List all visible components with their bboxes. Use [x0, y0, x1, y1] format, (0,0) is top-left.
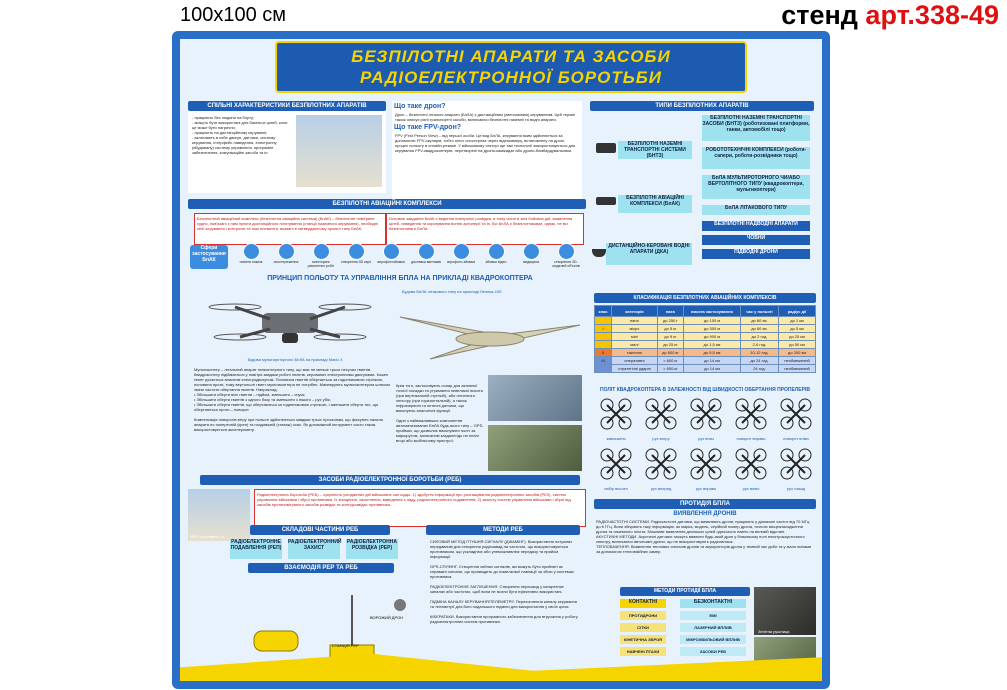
sphere-circle-icon — [313, 243, 330, 260]
quad-move-item — [684, 447, 728, 495]
sphere-label: медицина — [522, 260, 540, 264]
counter-item: ЕМІ — [680, 611, 746, 620]
table-cell: міні — [612, 333, 658, 341]
quad-move-label: рух вперед — [650, 486, 672, 491]
sphere-icon-item — [514, 243, 548, 264]
table-header-cell: час у польоті — [740, 306, 778, 317]
poster — [172, 31, 830, 689]
sphere-icon-item — [479, 243, 513, 264]
table-cell: 2-6 год. — [740, 341, 778, 349]
sphere-icon-item — [269, 243, 303, 264]
table-row — [595, 317, 816, 325]
drone-operator-photo — [488, 425, 582, 471]
poster-title — [275, 41, 747, 93]
counter-item: СІТКИ — [620, 623, 666, 632]
quad-move-item — [774, 447, 818, 495]
plane-caption: Будова БпЛА літакового типу на прикладі Лелека-100 — [402, 289, 502, 294]
anti-heading: ПРОТИДІЯ БПЛА — [594, 499, 816, 509]
table-cell: до 600 кг — [657, 349, 683, 357]
table-cell: стратегічні ударні — [612, 365, 658, 373]
table-cell: до 60 хв. — [740, 325, 778, 333]
antenna-icon — [220, 575, 416, 665]
sphere-label: створення 3D карт — [340, 260, 372, 264]
quad-move-item — [639, 447, 683, 495]
quad-move-label: рух вліво — [742, 486, 760, 491]
sphere-circle-icon — [348, 243, 365, 260]
table-cell: > 600 кг — [657, 365, 683, 373]
quadcopter-diagram — [200, 287, 380, 357]
table-cell: до 200 км — [779, 349, 816, 357]
quad-move-label: рух назад — [786, 486, 806, 491]
table-cell: до 14 км — [684, 365, 741, 373]
table-cell: до 25 кг — [657, 341, 683, 349]
quad-rotor-icon — [689, 397, 723, 431]
quad-rotor-icon — [644, 447, 678, 481]
table-cell: до 300 м — [684, 325, 741, 333]
title-line-2: РАДІОЕЛЕКТРОННОЇ БОРОТЬБИ — [359, 68, 663, 87]
ew-heading: ЗАСОБИ РАДІОЕЛЕКТРОННОЇ БОРОТЬБИ (РЕБ) — [200, 475, 580, 485]
sphere-label: моніторинг ремонтних робіт — [307, 260, 335, 268]
table-cell: > 600 кг — [657, 357, 683, 365]
ew-part-2: РАДІОЕЛЕКТРОННИЙ ЗАХИСТ — [288, 539, 340, 559]
spheres-row — [190, 243, 588, 273]
counter-item: МІКРОХВИЛЬОВИЙ ВПЛИВ — [680, 635, 746, 644]
sphere-circle-icon — [523, 243, 540, 260]
common-heading: СПІЛЬНІ ХАРАКТЕРИСТИКИ БЕЗПІЛОТНИХ АПАРАТІВ — [188, 101, 386, 111]
sphere-label: створення 3D-моделей об'єктів — [552, 260, 580, 268]
quadcopter-caption: Будова мультироторного БпЛА на прикладі Mavic 3 — [247, 357, 343, 362]
types-heading: ТИПИ БЕЗПІЛОТНИХ АПАРАТІВ — [590, 101, 814, 111]
fpv-text: FPV (First Person View) – від першої особи. Це вид БпЛА, керування яким здійснюється за допомогою FPV-окулярів, тобто пілот спостерігає через відеокамеру, встановлену на дроні, процес польоту в онлайн-режимі. У військовому секторі ще такі технології використовуються для керування FPV-квадрокоптерів, перетворені на дрони-камікадзе або дрони-бомбардувальники. — [395, 133, 576, 153]
counter-noncontact: БЕЗКОНТАКТНІ — [680, 599, 746, 608]
quad-move-label: рух вниз — [698, 436, 714, 441]
rifle-caption: Зенітна рушниця — [758, 629, 790, 634]
quad-flight-grid — [594, 397, 820, 497]
counter-item: ПРОТИДРОНИ — [620, 611, 666, 620]
quad-move-item — [594, 447, 638, 495]
plane-drone-icon — [390, 297, 590, 367]
common-text: - працюють без людини на борту; - можуть бути використані для багатьох цілей, коли це може бути нагрично; - працюють на дистанційному керуванні; - включають в себе двигун, датчики, систему керування, інтерфейс наведення, електронну (вбудовану) систему управління, програмне забезпечення, комунікаційні засоби та ін. — [192, 115, 288, 155]
table-cell: III — [595, 357, 612, 365]
quad-rotor-icon — [599, 447, 633, 481]
quad-move-item — [729, 397, 773, 445]
table-cell: до 1 км — [779, 317, 816, 325]
quad-move-label: поворот вліво — [783, 436, 809, 441]
sphere-label: доставка вантажів — [411, 260, 441, 264]
table-cell: до 5 км — [779, 325, 816, 333]
quad-move-label: зависання — [606, 436, 626, 441]
drone-text: Дрон – безпілотні літальні апарати (БпЛА) з дистанційним (автономним) керуванням. Цей термін також описує різні транспортні засоби, включаючи безпілотні наземні та водні апарати. — [395, 112, 576, 122]
what-drone-heading: Що таке дрон? — [394, 103, 446, 110]
table-cell: 24 год. — [740, 365, 778, 373]
table-cell: до 250 г — [657, 317, 683, 325]
quad-move-item — [639, 397, 683, 445]
sphere-circle-icon — [383, 243, 400, 260]
counter-item: КІНЕТИЧНА ЗБРОЯ — [620, 635, 666, 644]
table-cell — [595, 333, 612, 341]
type-boats: ЧОВНИ — [702, 235, 810, 245]
sphere-circle-icon — [243, 243, 260, 260]
type-plane: БпЛА ЛІТАКОВОГО ТИПУ — [702, 205, 810, 215]
station-label: СТАНЦІЯ РЕР — [332, 643, 359, 648]
table-cell — [595, 317, 612, 325]
quad-move-label: поворот вправо — [736, 436, 766, 441]
table-row — [595, 349, 816, 357]
counter-contact-list — [620, 611, 666, 659]
table-cell: II — [595, 349, 612, 357]
principle-heading: ПРИНЦИП ПОЛЬОТУ ТА УПРАВЛІННЯ БПЛА НА ПРИКЛАДІ КВАДРОКОПТЕРА — [267, 275, 533, 282]
sphere-circle-icon — [278, 243, 295, 260]
table-cell — [595, 365, 612, 373]
counter-contact: КОНТАКТНІ — [620, 599, 666, 608]
sphere-label: спостереження — [273, 260, 299, 264]
table-header-cell: радіус дії — [779, 306, 816, 317]
table-cell: до 900 м — [684, 333, 741, 341]
table-cell: 10-12 год. — [740, 349, 778, 357]
sphere-icon-item — [374, 243, 408, 264]
uas-heading: БЕЗПІЛОТНІ АВІАЦІЙНІ КОМПЛЕКСИ — [188, 199, 586, 209]
common-photo — [296, 115, 382, 187]
counter-item: НАВЧЕНІ ПТАХИ — [620, 647, 666, 656]
quad-move-item — [684, 397, 728, 445]
spheres-label: Сфери застосування БпАК — [190, 245, 228, 269]
table-cell: мікро — [612, 325, 658, 333]
enemy-drone-label: ВОРОЖИЙ ДРОН — [370, 615, 404, 620]
quad-move-label: рух вправо — [695, 486, 717, 491]
sphere-label: аерофотозйомка — [377, 260, 405, 264]
sphere-label: зйомки відео — [485, 260, 507, 264]
sphere-circle-icon — [488, 243, 505, 260]
table-row — [595, 333, 816, 341]
table-cell: до 2 год. — [740, 333, 778, 341]
type-ground: БЕЗПІЛОТНІ НАЗЕМНІ ТРАНСПОРТНІ СИСТЕМИ (БНТЗ) — [618, 141, 692, 159]
table-row — [595, 365, 816, 373]
sphere-circle-icon — [453, 243, 470, 260]
soldier-photo — [488, 375, 582, 421]
table-cell: до 5 кг — [657, 325, 683, 333]
table-cell: до 1,5 км — [684, 341, 741, 349]
table-header-cell: висота застосування — [684, 306, 741, 317]
table-cell: до 25 км — [779, 333, 816, 341]
ground-vehicle-icon — [596, 143, 616, 153]
sphere-icon-item — [234, 243, 268, 264]
sphere-icon-item — [339, 243, 373, 264]
what-fpv-heading: Що таке FPV-дрон? — [394, 124, 462, 131]
table-header-row — [595, 306, 816, 317]
types-block — [590, 101, 814, 289]
table-header-cell: клас — [595, 306, 612, 317]
quad-move-label: набір висоти — [604, 486, 628, 491]
size-label: 100x100 см — [180, 4, 287, 26]
ew-methods-text: СИЛОВИЙ МЕТОД ПТУШНЯ СИГНАЛУ (ДЖАМІНГ). Використання потужних передавачів для створення радіозавад на частотах, що використовуються противником, що ускладнює або унеможливлює передачу та прийом інформації. GPS-СПУФІНГ. Створення хибних сигналів, які можуть бути прийняті як справжні сигнали, що призводить до помилкової навігації чи збою у системах противника. РАДІОЕЛЕКТРОННЕ ЗАГЛУШЕННЯ. Створення перешкод у конкретних каналах або частотах, щоб вони не могли бути ефективно використані. ПІДМІНА КАНАЛУ КЕРУВАННЯ/ТЕЛЕМЕТРІЇ. Перехоплення каналу керування та телеметрії для його подальшого підміни для використання у своїх цілях. КІБЕРАТАКИ. Використання програмного забезпечення для втручання у роботу радіоелектронних систем противника. — [430, 539, 578, 624]
table-cell — [595, 341, 612, 349]
sphere-icon-item — [409, 243, 443, 264]
table-header-cell: вага — [657, 306, 683, 317]
plane-diagram — [390, 297, 590, 367]
article-label: стенд арт.338-49 — [781, 0, 999, 30]
table-cell: необмежений — [779, 357, 816, 365]
quad-rotor-icon — [734, 397, 768, 431]
quad-rotor-icon — [779, 397, 813, 431]
table-cell: до 24 год. — [740, 357, 778, 365]
drone-icon — [596, 197, 616, 205]
classification-heading: КЛАСИФІКАЦІЯ БЕЗПІЛОТНИХ АВІАЦІЙНИХ КОМПЛЕКСІВ — [594, 293, 816, 303]
uas-note-right: Основне завдання БпАК є ведення повітряної розвідки, в тому числі в зоні бойових дій, виявлення цілей, наведення та коригування вогню артилерії та ін. Всі БпЛА є безпілотниками, однак, не всі безпілотники є БпЛА. — [386, 213, 584, 245]
counter-heading: МЕТОДИ ПРОТИДІЇ БПЛА — [620, 587, 750, 596]
table-cell: до 9 кг — [657, 333, 683, 341]
quad-rotor-icon — [734, 447, 768, 481]
type-surface: БЕЗПІЛОТНІ НАДВОДНІ АПАРАТИ — [702, 221, 810, 231]
quad-flight-heading: ПОЛІТ КВАДРОКОПТЕРА В ЗАЛЕЖНОСТІ ВІД ШВИДКОСТІ ОБЕРТАННЯ ПРОПЕЛЕРІВ — [600, 387, 810, 393]
counter-item: ЛАЗЕРНИЙ ВПЛИВ — [680, 623, 746, 632]
quad-move-label: рух вгору — [652, 436, 670, 441]
quad-move-item — [594, 397, 638, 445]
ew-photo-caption: РЕБ «Буковель-У» — [190, 534, 225, 539]
table-cell: до 5,5 км — [684, 349, 741, 357]
sphere-label: гасіння пожеж — [239, 260, 263, 264]
multicopter-text: Мультикоптер – літальний апарат гелікоптерного типу, що має не менше трьох несучих гвинтів. Квадрокоптер підіймається у повітря завдяки роботі гвинтів, керованих електронними двигунами. Кожен гвинт рухається власним електродвигуном. Половина гвинтів обертається за годинниковою стрілкою, половина проти, тому вертольоті гвинт мультикоптера не потрібен. Маневрують мультикоптером шляхом зміни частоти обертання гвинтів. Наприклад: • Збільшити оберти всіх гвинтів – підйом, зменшити – спуск; • Збільшити оберти гвинтів з одного боку та зменшити з іншого – рух убік; • Збільшити оберти гвинтів, що обертаються за годинниковою стрілкою, і зменшити оберти тих, що обертаються проти – поворот. Компенсація поворотів вітру при польоті здійснюється завдяки трьох гіроскопам, що фіксують нахили апарата по поперечній (крен) та поздовжній (тангаж) осях. Як допоміжний інструмент часто також використовується акселерометр. — [194, 367, 390, 432]
interaction-heading: ВЗАЄМОДІЯ РЕР ТА РЕБ — [248, 563, 394, 573]
sphere-icon-item — [549, 243, 583, 268]
detection-text: РАДІОЧАСТОТНІ СИСТЕМИ. Радіочастотні датчики, що виявляють дрони, працюють у діапазоні частот від 70 МГц до 6 ГГц. Вони збирають таку інформацію, як марка, модель, серійний номер дрона, точною місцезнаходження дрона та наземного пілота. Можливе виявлення декількох цілей одночасно навіть на великій відстані. АКУСТИЧНІ МЕТОДИ. Акустичні датчики: можуть виявити будь-який дрон у ближньому полі електрокаустичного спектру, включаючи автономні дрони, що не використовують радіозв'язок. ТЕПЛОБАЧЕННЯ. Виявлення теплових сигналів дронів та акумуляторів дрона у темний час доби та у мало вилами за допомогою тепловізійних камер. — [596, 519, 812, 554]
interaction-diagram — [220, 575, 416, 665]
title-line-1: БЕЗПІЛОТНІ АПАРАТИ ТА ЗАСОБИ — [351, 47, 671, 66]
counter-item: ЗАСОБИ РЕБ — [680, 647, 746, 656]
sphere-circle-icon — [418, 243, 435, 260]
type-underwater: ПІДВОДНІ ДРОНИ — [702, 249, 810, 259]
quad-move-item — [774, 397, 818, 445]
quadcopter-icon — [200, 287, 380, 357]
type-robotic: РОБОТОТЕХНІЧНІ КОМПЛЕКСИ (роботи-сапери, роботи-розвідники тощо) — [702, 147, 810, 169]
quad-rotor-icon — [689, 447, 723, 481]
ew-methods-heading: МЕТОДИ РЕБ — [426, 525, 580, 535]
common-block — [188, 101, 386, 193]
ew-part-1: РАДІОЕЛЕКТРОННЕ ПОДАВЛЕННЯ (РЕП) — [230, 539, 282, 559]
uas-note-left: Безпілотний авіаційний комплекс (безпілотна авіаційна система) (БпАК) – безпілотне повітряне судно, пов'язані з ним пункти дистанційного пілотування (станції наземного керування), необхідні лінії керування і контролю та інші елементи, вказані в затвердженому проєкті типу БпАК. — [194, 213, 386, 245]
classification-table — [594, 305, 816, 373]
quad-rotor-icon — [599, 397, 633, 431]
table-cell: нано — [612, 317, 658, 325]
plane-text: Крім того, застосовують сонар для активної точної посадки та утримання невеликої висоти (при вертикальній стрільбі), або оптичного сенсору (при горизонтальній), а також інфрачервоні та оптичні датчики, що виконують аналогічні функції. Один з найважливіших компонентів автоматизованих БпЛА будь-якого типу – GPS-приймач, що дозволяє виконувати політ за маршрутом, записаним заздалегідь на плані вгорі або мобільному пристрої. — [396, 383, 484, 443]
ew-part-3: РАДІОЕЛЕКТРОННА РОЗВІДКА (РЕР) — [346, 539, 398, 559]
sphere-icon-item — [444, 243, 478, 264]
table-header-cell: категорія — [612, 306, 658, 317]
quad-move-item — [729, 447, 773, 495]
type-ground-detail: БЕЗПІЛОТНІ НАЗЕМНІ ТРАНСПОРТНІ ЗАСОБИ (БНТЗ) (роботизовані платформи, танки, автомобілі тощо) — [702, 115, 810, 141]
quad-rotor-icon — [779, 447, 813, 481]
type-water: ДИСТАНЦІЙНО-КЕРОВАНІ ВОДНІ АПАРАТИ (ДКА) — [606, 243, 692, 265]
table-cell: до 14 км — [684, 357, 741, 365]
table-cell: до 50 км — [779, 341, 816, 349]
table-row — [595, 357, 816, 365]
ew-parts-heading: СКЛАДОВІ ЧАСТИНИ РЕБ — [250, 525, 390, 535]
sphere-icon-item — [304, 243, 338, 268]
table-cell: тактичні — [612, 349, 658, 357]
type-air: БЕЗПІЛОТНІ АВІАЦІЙНІ КОМПЛЕКСИ (БпАК) — [618, 195, 692, 213]
drone-block — [392, 101, 582, 205]
quad-rotor-icon — [644, 397, 678, 431]
table-row — [595, 341, 816, 349]
table-cell: малі — [612, 341, 658, 349]
table-cell: до 100 м — [684, 317, 741, 325]
sphere-circle-icon — [558, 243, 575, 260]
sphere-label: агрофото-зйомка — [446, 260, 475, 264]
counter-noncontact-list — [680, 611, 746, 659]
poster-inner — [180, 39, 822, 681]
type-multirotor: БпЛА МУЛЬТИРОТОРНОГО ЧИ/АБО ВЕРТОЛІТНОГО ТИПУ (квадрокоптери, мультикоптери) — [702, 175, 810, 199]
rifle-photo — [754, 587, 816, 635]
table-row — [595, 325, 816, 333]
detection-heading: ВИЯВЛЕННЯ ДРОНІВ — [673, 511, 737, 517]
table-cell: оперативні — [612, 357, 658, 365]
table-cell: необмежений — [779, 365, 816, 373]
boat-icon — [592, 249, 606, 257]
table-cell: I — [595, 325, 612, 333]
table-cell: до 60 хв. — [740, 317, 778, 325]
ew-definition: Радіоелектронна боротьба (РЕБ) – сукупність узгоджених дій військових сил щодо: 1) здобуття інформації про розташування радіоелектронних засобів (РЕЗ), систем управління військами і зброї противника, їх знищення, захоплення, виведення з ладу, радіоелектронного подавлення; 2) захисту систем управління військами і зброї від засобів протиповітряного засобів розвідки та контррозвідки противника. — [254, 489, 586, 527]
